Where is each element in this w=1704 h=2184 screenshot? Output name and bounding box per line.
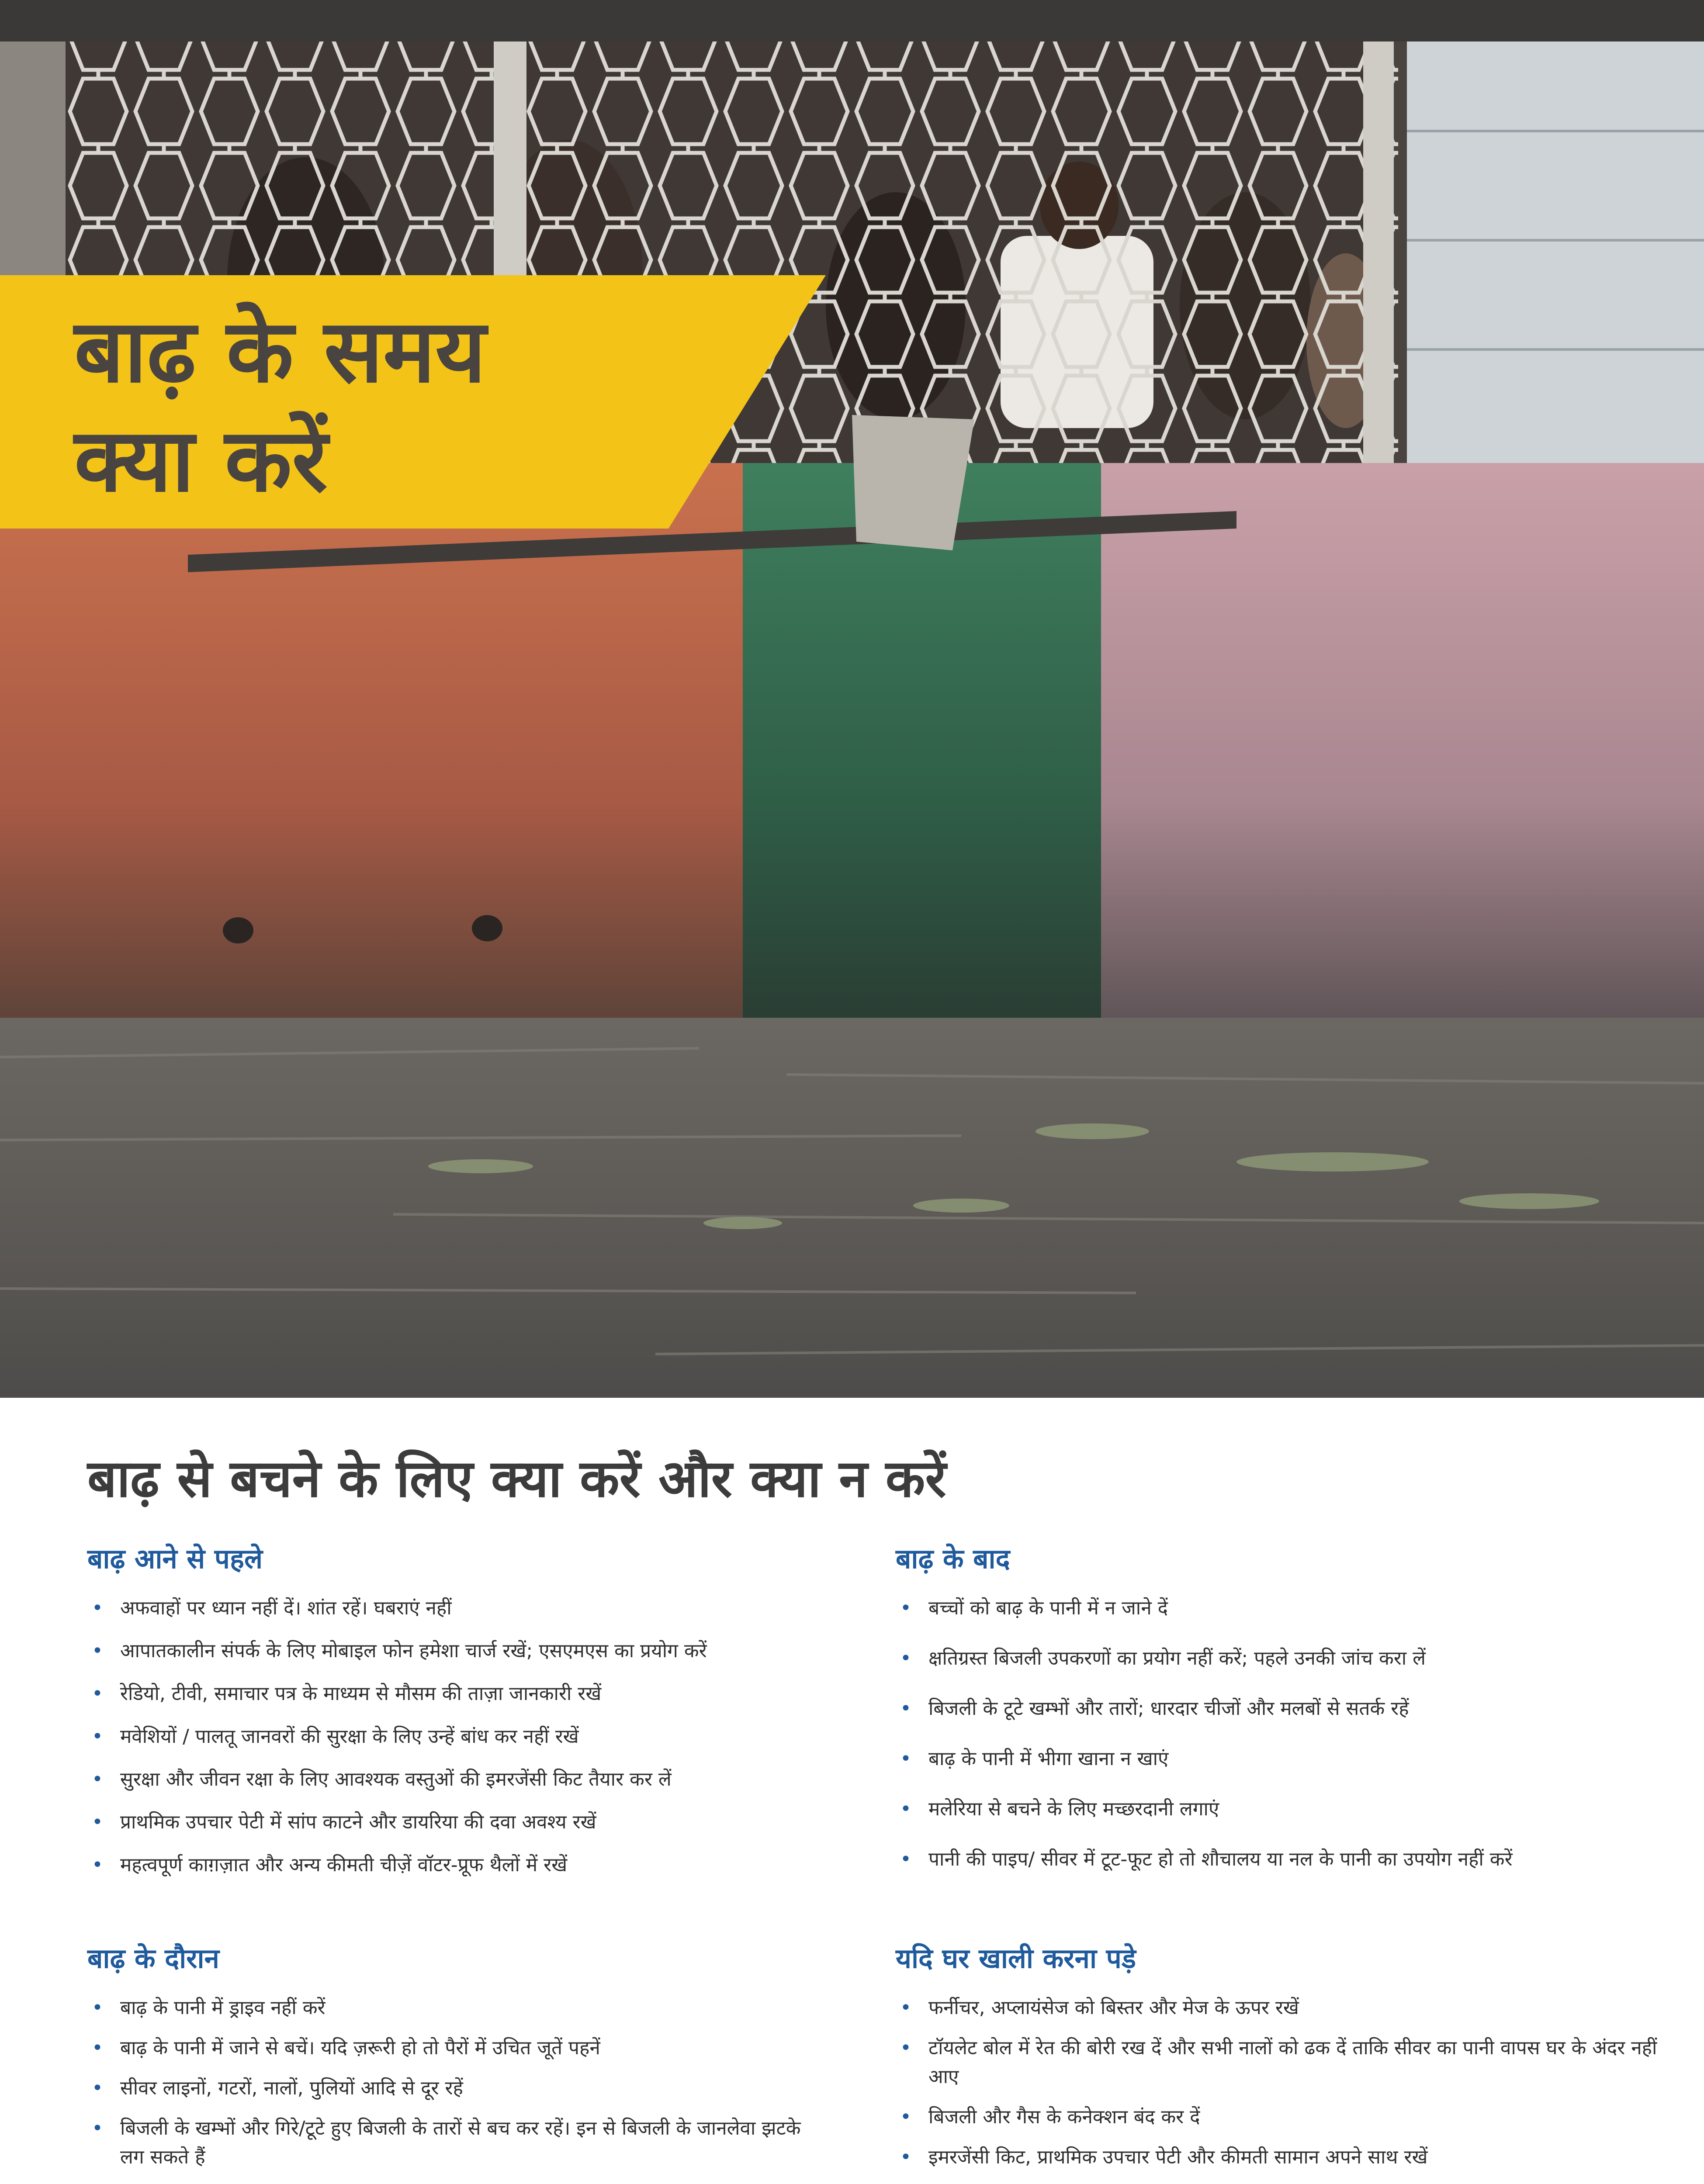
bullet-icon: • <box>92 2117 103 2139</box>
bullet-icon: • <box>92 1683 103 1705</box>
bullet-icon: • <box>900 1748 911 1770</box>
list-item: • इमरजेंसी किट, प्राथमिक उपचार पेटी और कीमती सामान अपने साथ रखें <box>896 2143 1660 2172</box>
list-item: • बिजली और गैस के कनेक्शन बंद कर दें <box>896 2103 1660 2132</box>
bullet-icon: • <box>92 1597 103 1619</box>
poster-title-line1: बाढ़ के समय <box>74 301 486 402</box>
section-heading: बाढ़ के बाद <box>896 1543 1010 1575</box>
bullet-icon: • <box>900 1697 911 1720</box>
bullet-icon: • <box>900 2146 911 2168</box>
list-item: • प्राथमिक उपचार पेटी में सांप काटने और डायरिया की दवा अवश्य रखें <box>87 1808 830 1837</box>
main-heading: बाढ़ से बचने के लिए क्या करें और क्या न करें <box>87 1448 946 1509</box>
bullet-icon: • <box>92 1854 103 1876</box>
section-heading: बाढ़ के दौरान <box>87 1942 219 1974</box>
title-banner <box>0 275 826 529</box>
bullet-list <box>896 1594 1660 1874</box>
bullet-icon: • <box>900 1848 911 1870</box>
section-after-flood <box>896 1540 1660 1895</box>
bullet-icon: • <box>92 1811 103 1833</box>
list-item: • बाढ़ के पानी में जाने से बचें। यदि ज़रूरी हो तो पैरों में उचित जूतें पहनें <box>87 2034 830 2063</box>
bullet-icon: • <box>92 1997 103 2019</box>
list-item: • सीवर लाइनों, गटरों, नालों, पुलियों आदि से दूर रहें <box>87 2074 830 2103</box>
list-item: • बाढ़ के पानी में भीगा खाना न खाएं <box>896 1745 1660 1773</box>
list-item: • बिजली के खम्भों और गिरे/टूटे हुए बिजली के तारों से बच कर रहें। इन से बिजली के जानलेवा झटके लग सकते हैं <box>87 2114 830 2172</box>
bullet-icon: • <box>900 1997 911 2019</box>
section-heading: बाढ़ आने से पहले <box>87 1543 263 1575</box>
bullet-icon: • <box>900 2037 911 2059</box>
list-item: • टॉयलेट बोल में रेत की बोरी रख दें और सभी नालों को ढक दें ताकि सीवर का पानी वापस घर के अंदर नहीं आए <box>896 2034 1660 2091</box>
list-item: • फर्नीचर, अप्लायंसेज को बिस्तर और मेज के ऊपर रखें <box>896 1994 1660 2022</box>
section-heading: यदि घर खाली करना पड़े <box>896 1942 1136 1974</box>
bullet-list <box>87 1994 830 2184</box>
list-item: • रेडियो, टीवी, समाचार पत्र के माध्यम से मौसम की ताज़ा जानकारी रखें <box>87 1679 830 1708</box>
list-item: • सुरक्षा और जीवन रक्षा के लिए आवश्यक वस्तुओं की इमरजेंसी किट तैयार कर लें <box>87 1765 830 1794</box>
bullet-icon: • <box>92 1725 103 1748</box>
list-item: • मवेशियों / पालतू जानवरों की सुरक्षा के लिए उन्हें बांध कर नहीं रखें <box>87 1722 830 1751</box>
bullet-icon: • <box>900 1597 911 1619</box>
bullet-list <box>87 1594 830 1880</box>
list-item: • बच्चों को बाढ़ के पानी में न जाने दें <box>896 1594 1660 1623</box>
list-item: • पानी की पाइप/ सीवर में टूट-फूट हो तो शौचालय या नल के पानी का उपयोग नहीं करें <box>896 1845 1660 1874</box>
bullet-icon: • <box>92 2037 103 2059</box>
poster-title-line2: क्या करें <box>74 410 328 511</box>
section-before-flood <box>87 1540 830 1894</box>
section-during-flood <box>87 1939 830 2184</box>
bullet-icon: • <box>900 1647 911 1669</box>
bullet-icon: • <box>900 2106 911 2128</box>
bullet-icon: • <box>92 2077 103 2099</box>
list-item: • बाढ़ के पानी में ड्राइव नहीं करें <box>87 1994 830 2022</box>
list-item: • अफवाहों पर ध्यान नहीं दें। शांत रहें। घबराएं नहीं <box>87 1594 830 1623</box>
poster-title <box>74 297 486 515</box>
bullet-list <box>896 1994 1660 2184</box>
list-item: • आपातकालीन संपर्क के लिए मोबाइल फोन हमेशा चार्ज रखें; एसएमएस का प्रयोग करें <box>87 1637 830 1666</box>
list-item: • क्षतिग्रस्त बिजली उपकरणों का प्रयोग नहीं करें; पहले उनकी जांच करा लें <box>896 1644 1660 1673</box>
list-item: • मलेरिया से बचने के लिए मच्छरदानी लगाएं <box>896 1795 1660 1824</box>
section-evacuation <box>896 1939 1660 2184</box>
bullet-icon: • <box>900 1798 911 1820</box>
list-item: • बिजली के टूटे खम्भों और तारों; धारदार चीजों और मलबों से सतर्क रहें <box>896 1694 1660 1723</box>
bullet-icon: • <box>92 1640 103 1662</box>
list-item: • महत्वपूर्ण काग़ज़ात और अन्य कीमती चीज़ें वॉटर-प्रूफ थैलों में रखें <box>87 1851 830 1880</box>
bullet-icon: • <box>92 1768 103 1790</box>
